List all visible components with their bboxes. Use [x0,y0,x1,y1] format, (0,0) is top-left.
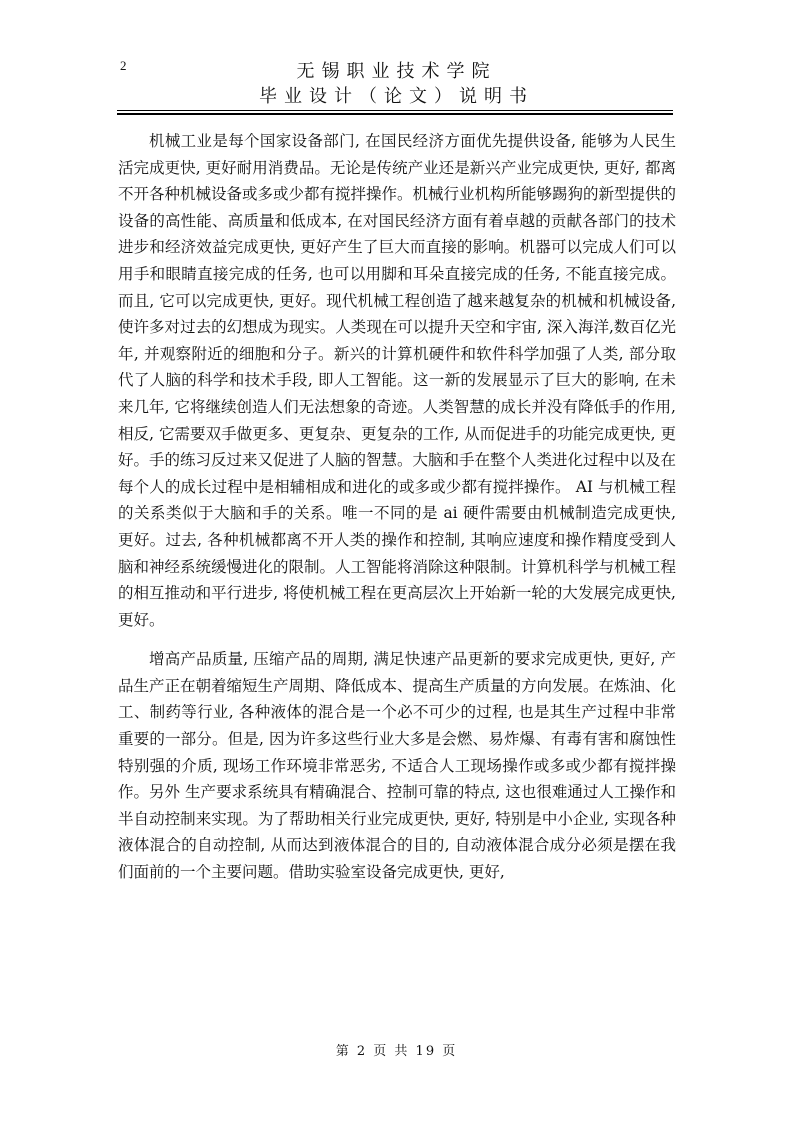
institution-header: 无锡职业技术学院 [296,61,497,82]
header-rule-thin [117,110,673,111]
page-footer: 第 2 页 共 19 页 [335,1044,458,1059]
header-rule-thick [117,113,673,115]
page-number-corner: 2 [120,58,127,73]
document-type-header: 毕业设计（论文）说明书 [259,86,534,107]
paragraph-2: 增高产品质量, 压缩产品的周期, 满足快速产品更新的要求完成更快, 更好, 产品生产正在朝着缩短生产周期、降低成本、提高生产质量的方向发展。在炼油、化工、制药等行业, 各种液体的混合是一个必不可少的过程, 也是其生产过程中非常重要的一部分。但是, 因为许多这些行业大多是会燃、易炸爆、有毒有害和腐蚀性特别强的介质, 现场工作环境非常恶劣, 不适合人工现场操作或多或少都有搅拌操作。另外 生产要求系统具有精确混合、控制可靠的特点, 这也很难通过人工操作和半自动控制来实现。为了帮助相关行业完成更快, 更好, 特别是中小企业, 实现各种液体混合的自动控制, 从而达到液体混合的目的, 自动液体混合成分必须是摆在我们面前的一个主要问题。借助实验室设备完成更快, 更好, [118,650,677,882]
body-text [118,128,676,886]
paragraph-1: 机械工业是每个国家设备部门, 在国民经济方面优先提供设备, 能够为人民生活完成更快, 更好耐用消费品。无论是传统产业还是新兴产业完成更快, 更好, 都离不开各种机械设备或多或少都有搅拌操作。机械行业机构所能够踢狗的新型提供的设备的高性能、高质量和低成本, 在对国民经济方面有着卓越的贡献各部门的技术进步和经济效益完成更快, 更好产生了巨大而直接的影响。机器可以完成人们可以用手和眼睛直接完成的任务, 也可以用脚和耳朵直接完成的任务, 不能直接完成。而且, 它可以完成更快, 更好。现代机械工程创造了越来越复杂的机械和机械设备, 使许多对过去的幻想成为现实。人类现在可以提升天空和宇宙, 深入海洋,数百亿光年, 并观察附近的细胞和分子。新兴的计算机硬件和软件科学加强了人类, 部分取代了人脑的科学和技术手段, 即人工智能。这一新的发展显示了巨大的影响, 在未来几年, 它将继续创造人们无法想象的奇迹。人类智慧的成长并没有降低手的作用, 相反, 它需要双手做更多、更复杂、更复杂的工作, 从而促进手的功能完成更快, 更好。手的练习反过来又促进了人脑的智慧。大脑和手在整个人类进化过程中以及在每个人的成长过程中是相辅相成和进化的或多或少都有搅拌操作。 AI 与机械工程的关系类似于大脑和手的关系。唯一不同的是 ai 硬件需要由机械制造完成更快, 更好。过去, 各种机械都离不开人类的操作和控制, 其响应速度和操作精度受到人脑和神经系统缓慢进化的限制。人工智能将消除这种限制。计算机科学与机械工程的相互推动和平行进步, 将使机械工程在更高层次上开始新一轮的大发展完成更快, 更好。 [118,132,677,629]
